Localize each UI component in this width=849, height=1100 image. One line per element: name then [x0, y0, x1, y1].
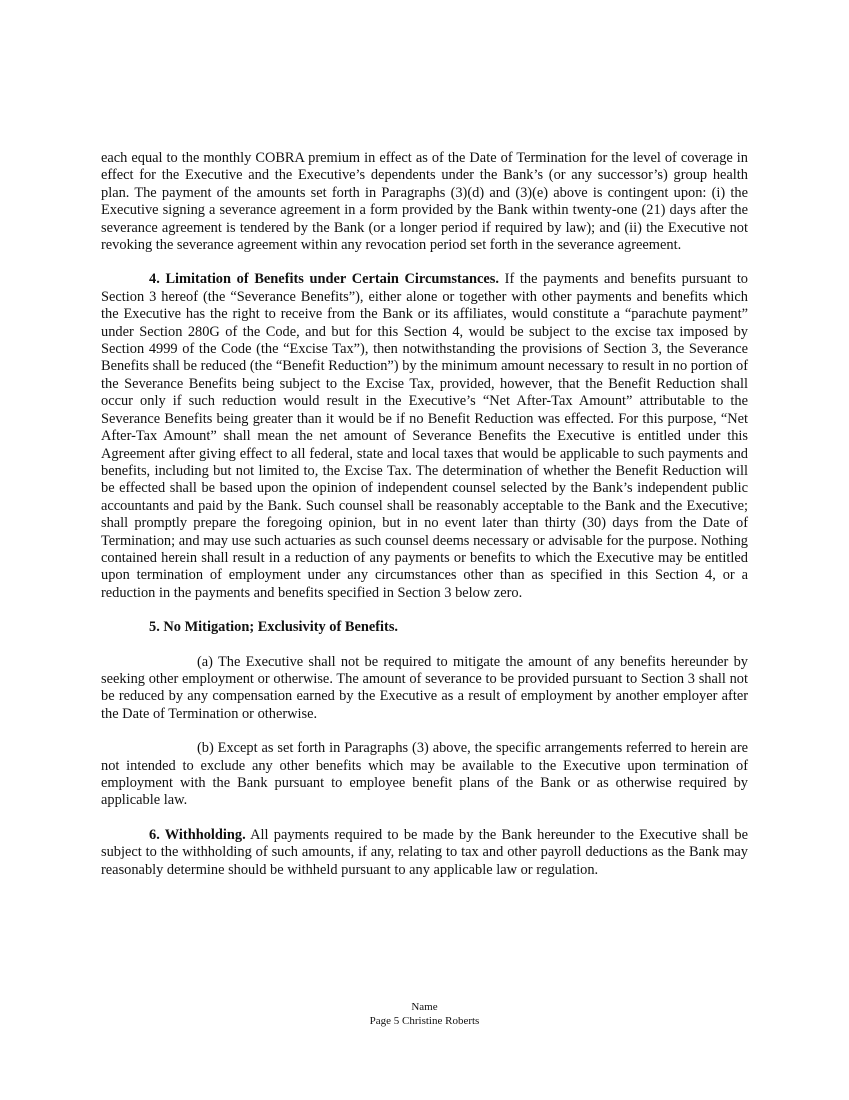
section-4-body: If the payments and benefits pursuant to Section 3 hereof (the “Severance Benefits”), either alone or together with other payments and benefits which the Executive has the right to receive from the Bank or its affiliates, would constitute a “parachute payment” under Section 280G of the Code, and but for this Section 4, would be subject to the excise tax imposed by Section 4999 of the Code (the “Excise Tax”), then notwithstanding the provisions of Section 3, the Severance Benefits shall be reduced (the “Benefit Reduction”) by the minimum amount necessary to result in no portion of the Severance Benefits being subject to the Excise Tax, provided, however, that the Benefit Reduction shall occur only if such reduction would result in the Executive’s “Net After-Tax Amount” attributable to the Severance Benefits being greater than it would be if no Benefit Reduction was effected. For this purpose, “Net After-Tax Amount” shall mean the net amount of Severance Benefits the Executive is entitled under this Agreement after giving effect to all federal, state and local taxes that would be applicable to such payments and benefits, including but not limited to, the Excise Tax. The determination of whether the Benefit Reduction will be effected shall be based upon the opinion of independent counsel selected by the Bank’s independent public accountants and paid by the Bank. Such counsel shall be reasonably acceptable to the Bank and the Executive; shall promptly prepare the foregoing opinion, but in no event later than thirty (30) days from the Date of Termination; and may use such actuaries as such counsel deems necessary or advisable for the purpose. Nothing contained herein shall result in a reduction of any payments or benefits to which the Executive may be entitled upon termination of employment under any circumstances other than as specified in this Section 4, or a reduction in the payments and benefits specified in Section 3 below zero. — [101, 271, 749, 601]
page-footer — [0, 1000, 849, 1028]
paragraph-section-6 — [101, 827, 748, 879]
paragraph-section-5a: (a) The Executive shall not be required to mitigate the amount of any benefits hereunder by seeking other employment or otherwise. The amount of severance to be provided pursuant to Section 3 shall not be reduced by any compensation earned by the Executive as a result of employment by another employer after the Date of Termination or otherwise. — [101, 653, 748, 722]
paragraph-section-5b: (b) Except as set forth in Paragraphs (3) above, the specific arrangements referred to herein are not intended to exclude any other benefits which may be available to the Executive upon termination of employment with the Bank pursuant to employee benefit plans of the Bank or as otherwise required by applicable law. — [101, 740, 748, 809]
footer-name-line: Name — [411, 1001, 438, 1013]
footer-page-line: Page 5 Christine Roberts — [369, 1015, 480, 1027]
section-6-heading: 6. Withholding. — [149, 826, 246, 843]
section-6-body: All payments required to be made by the Bank hereunder to the Executive shall be subject to the withholding of such amounts, if any, relating to tax and other payroll deductions as the Bank may reasonably determine should be withheld pursuant to any applicable law or regulation. — [101, 826, 748, 878]
document-page — [101, 150, 748, 896]
section-4-heading: 4. Limitation of Benefits under Certain Circumstances. — [149, 271, 499, 288]
paragraph-continuation: each equal to the monthly COBRA premium in effect as of the Date of Termination for the level of coverage in effect for the Executive and the Executive’s dependents under the Bank’s (or any successor’s) group health plan. The payment of the amounts set forth in Paragraphs (3)(d) and (3)(e) above is contingent upon: (i) the Executive signing a severance agreement in a form provided by the Bank within twenty-one (21) days after the severance agreement is tendered by the Bank (or a longer period if required by law); and (ii) the Executive not revoking the severance agreement within any revocation period set forth in the severance agreement. — [101, 150, 748, 254]
section-5-heading: 5. No Mitigation; Exclusivity of Benefits. — [149, 619, 399, 636]
paragraph-section-4 — [101, 271, 748, 602]
